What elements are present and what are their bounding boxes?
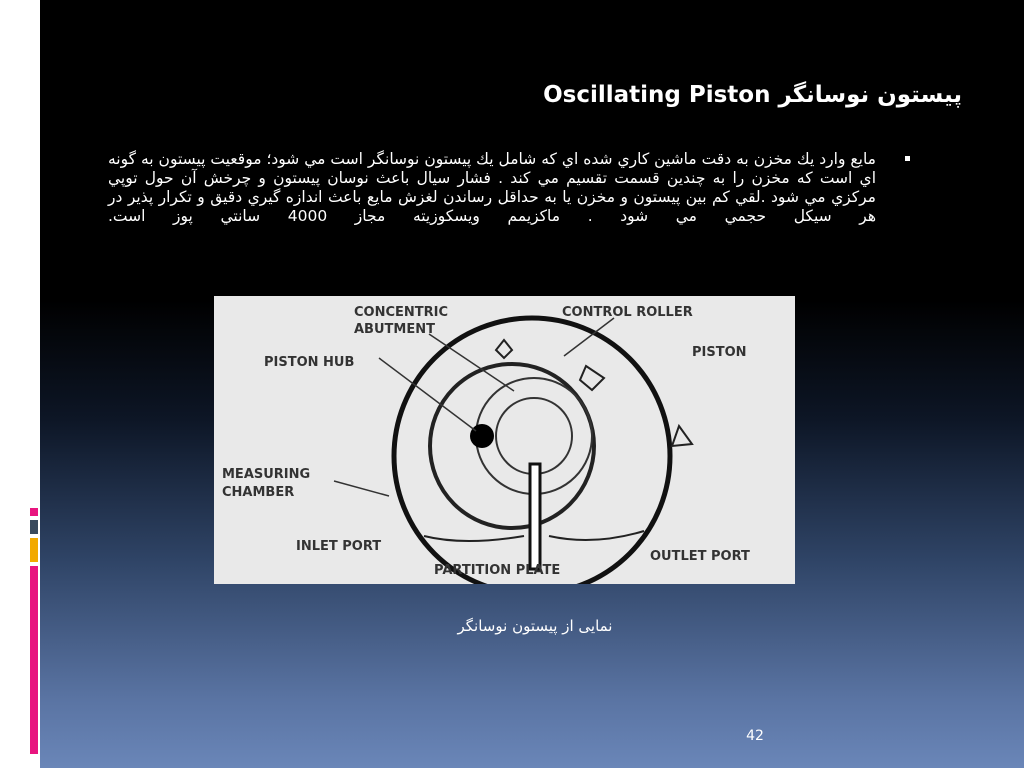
flow-arrow-1 [580, 366, 604, 390]
label-inlet-port: INLET PORT [296, 539, 382, 554]
label-partition-plate: PARTITION PLATE [434, 563, 561, 578]
slide-title: پيستون نوسانگر Oscillating Piston [543, 82, 962, 108]
deco-bar-magenta-1 [30, 508, 38, 516]
label-measuring-2: CHAMBER [222, 485, 295, 500]
label-piston-hub: PISTON HUB [264, 355, 355, 370]
bullet-icon [905, 156, 910, 161]
outlet-arrow [549, 531, 644, 540]
page-number: 42 [746, 728, 764, 744]
label-piston: PISTON [692, 345, 747, 360]
oscillating-piston-diagram [214, 296, 795, 584]
label-measuring-1: MEASURING [222, 467, 311, 482]
label-control-roller: CONTROL ROLLER [562, 305, 693, 320]
label-concentric-1: CONCENTRIC [354, 305, 449, 320]
label-concentric-2: ABUTMENT [354, 322, 435, 337]
deco-bar-slate-1 [30, 520, 38, 534]
deco-bar-magenta-2 [30, 566, 38, 754]
deco-bar-orange [30, 538, 38, 562]
body-text: مايع وارد يك مخزن به دقت ماشين كاري شده اي كه شامل يك پيستون نوسانگر است مي شود؛ موقعيت پيستون به گونه اي است كه مخزن را به چندين قسمت تقسيم مي كند . فشار سيال باعث نوسان پيستون و چرخش آن حول توپي مركزي مي شود .لقي كم بين پيستون و مخزن يا به حداقل رساندن لغزش مايع باعث اندازه گيري دقيق و تكرار پذير در هر سيكل حجمي مي شود . ماكزيمم ويسكوزيته مجاز 4000 سانتي پوز است. [108, 150, 876, 225]
piston-hub-dot [470, 424, 494, 448]
inlet-arrow [424, 536, 524, 541]
label-outlet-port: OUTLET PORT [650, 549, 750, 564]
diagram-svg [214, 296, 795, 584]
flow-arrow-3 [496, 340, 512, 358]
diagram-caption: نمایی از پیستون نوسانگر [457, 617, 613, 635]
partition-plate [530, 464, 540, 569]
leader-measuring [334, 481, 389, 496]
piston-ring [430, 364, 594, 528]
flow-arrow-2 [672, 426, 692, 446]
